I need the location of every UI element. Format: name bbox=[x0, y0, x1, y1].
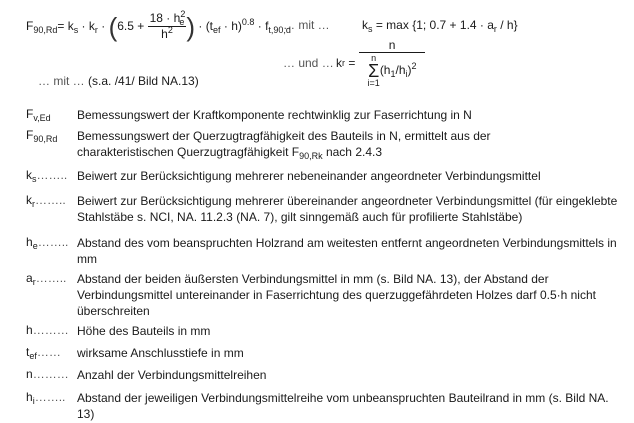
definition-text: Beiwert zur Berücksichtigung mehrerer übereinander angeordneter Verbindungsmittel (für eingeklebte Stahlstäbe s. NCI, NA. 11.2.3 (NA. 7), gilt sinngemäß auch für profilierte Stahlstäbe) bbox=[77, 194, 618, 224]
und-label: … und … bbox=[283, 56, 334, 70]
definition-text: Beiwert zur Berücksichtigung mehrerer nebeneinander angeordneter Verbindungsmittel bbox=[77, 169, 541, 183]
definition-symbol: $F_{v,Ed}$ bbox=[26, 107, 51, 123]
mit-label: … mit … bbox=[283, 18, 330, 32]
he-fraction: $\frac{18 \cdot h^2_e}{h^2}$ bbox=[149, 9, 186, 42]
reference-line: … mit … (s.a. /41/ Bild NA.13) bbox=[38, 74, 199, 88]
definition-symbol: $t_{ef}\dots\dots$ bbox=[26, 345, 61, 361]
definition-text: Bemessungswert der Querzugtragfähigkeit des Bauteils in N, ermittelt aus der charakteristischen Querzugtragfähigkeit $F_{90,Rk}$ nach 2.4.3 bbox=[77, 129, 491, 161]
definition-text: Abstand des vom beanspruchten Holzrand am weitesten entfernt angeordneten Verbindungsmittels in mm bbox=[77, 236, 617, 266]
definition-text: Abstand der jeweiligen Verbindungsmittelreihe vom unbeanspruchten Bauteilrand in mm (s. Bild NA. 13) bbox=[77, 391, 609, 421]
definition-text: Abstand der beiden äußersten Verbindungsmittel in mm (s. Bild NA. 13), der Abstand der Verbindungsmittel untereinander in Faserrichtung des querzuggefährdeten Holzes darf 0.5·h nicht überschreiten bbox=[77, 272, 596, 318]
definition-text: wirksame Anschlusstiefe in mm bbox=[77, 346, 244, 360]
ks-definition: $k_s = \max \{1$; $0.7 + 1.4 \cdot a_r / h$} bbox=[362, 18, 518, 34]
definition-text: Anzahl der Verbindungsmittelreihen bbox=[77, 368, 267, 382]
definition-symbol: $F_{90,Rd}$ bbox=[26, 128, 58, 144]
open-paren: ( bbox=[108, 11, 118, 42]
definition-symbol: $a_r\dots\dots$.. bbox=[26, 271, 67, 287]
definition-symbol: $h_e\dots\dots$.. bbox=[26, 235, 69, 251]
main-formula: $F_{90,Rd}= k_s \cdot k_r \cdot (6.5$ + $\frac{18 \cdot h^2_e}{h^2}$ ) · $(t_{ef} \cdot h)^{0.8} \cdot f_{t,90,d}$ bbox=[26, 9, 291, 42]
definition-text: Bemessungswert der Kraftkomponente rechtwinklig zur Faserrichtung in N bbox=[77, 108, 472, 122]
kr-definition: k r = n n Σ i=1 $(h_1/h_i)^2$ bbox=[336, 38, 425, 88]
definition-symbol: $k_r\dots\dots$.. bbox=[26, 193, 66, 209]
f90rd-symbol: $F_{90,Rd}$ bbox=[26, 19, 58, 35]
definition-symbol: $k_s\dots\dots$.. bbox=[26, 168, 68, 184]
kr-fraction: n n Σ i=1 $(h_1/h_i)^2$ bbox=[359, 39, 426, 88]
sum-operator: n Σ i=1 bbox=[367, 52, 380, 88]
definition-text: Höhe des Bauteils in mm bbox=[77, 324, 211, 338]
definition-symbol: $h_i\dots\dots$.. bbox=[26, 390, 66, 406]
definition-symbol: h……… bbox=[26, 323, 69, 337]
definition-symbol: n……… bbox=[26, 367, 69, 381]
close-paren: ) bbox=[186, 11, 196, 42]
